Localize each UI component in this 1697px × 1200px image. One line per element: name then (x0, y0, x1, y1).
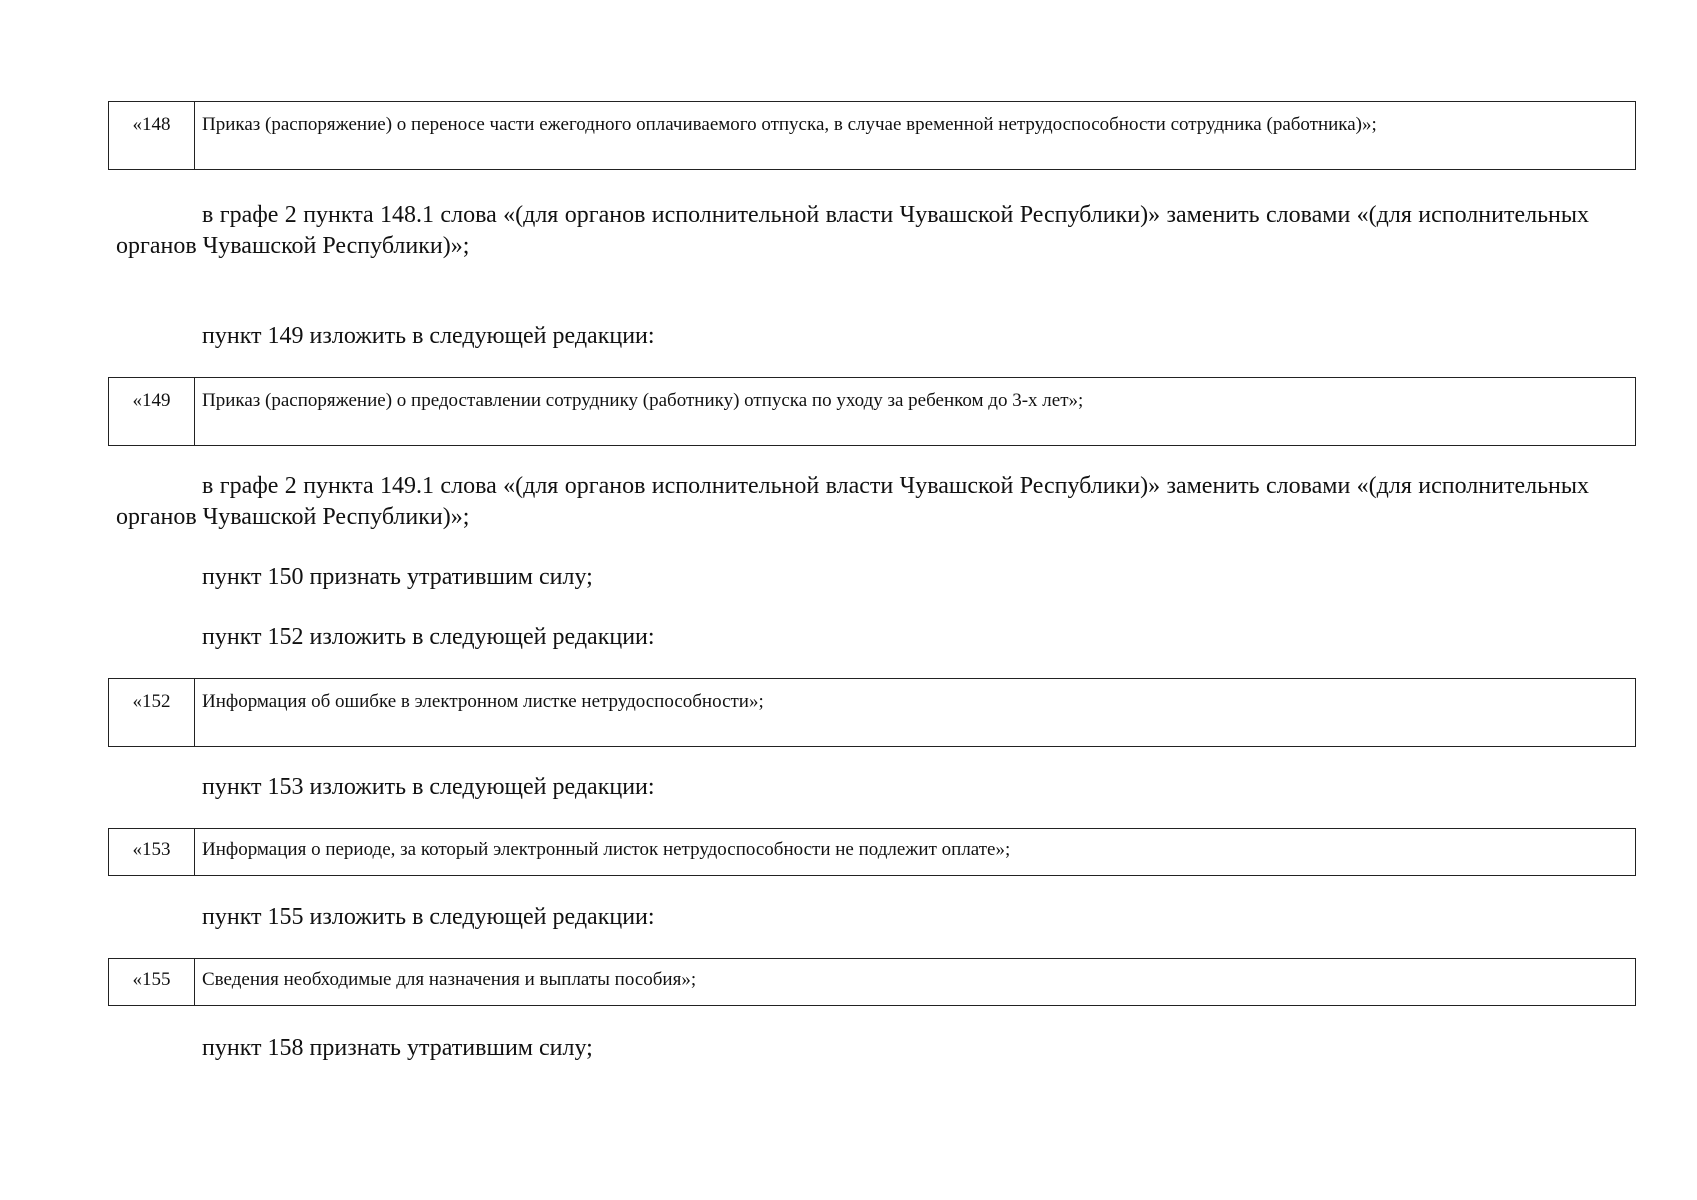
paragraph-158: пункт 158 признать утратившим силу; (202, 1035, 593, 1061)
table-row-152 (108, 678, 1636, 747)
row-text: Сведения необходимые для назначения и выплаты пособия»; (202, 969, 697, 990)
paragraph-149-1: в графе 2 пункта 149.1 слова «(для органов исполнительной власти Чувашской Республики)» заменить словами «(для исполнительных органов Чувашской Республики)»; (116, 473, 1589, 530)
row-number: «149 (109, 378, 195, 445)
row-number: «152 (109, 679, 195, 746)
paragraph-155-intro: пункт 155 изложить в следующей редакции: (202, 904, 655, 930)
table-row-148 (108, 101, 1636, 170)
row-text: Приказ (распоряжение) о предоставлении сотруднику (работнику) отпуска по уходу за ребенком до 3-х лет»; (202, 390, 1084, 411)
row-text: Информация об ошибке в электронном листке нетрудоспособности»; (202, 691, 764, 712)
paragraph-152-intro: пункт 152 изложить в следующей редакции: (202, 624, 655, 650)
row-text: Приказ (распоряжение) о переносе части ежегодного оплачиваемого отпуска, в случае временной нетрудоспособности сотрудника (работника)»; (202, 114, 1377, 135)
paragraph-148-1: в графе 2 пункта 148.1 слова «(для органов исполнительной власти Чувашской Республики)» заменить словами «(для исполнительных органов Чувашской Республики)»; (116, 202, 1589, 259)
row-number: «148 (109, 102, 195, 169)
table-row-155 (108, 958, 1636, 1006)
row-number: «155 (109, 959, 195, 1005)
paragraph-149-intro: пункт 149 изложить в следующей редакции: (202, 323, 655, 349)
paragraph-153-intro: пункт 153 изложить в следующей редакции: (202, 774, 655, 800)
table-row-149 (108, 377, 1636, 446)
table-row-153 (108, 828, 1636, 876)
row-number: «153 (109, 829, 195, 875)
paragraph-150: пункт 150 признать утратившим силу; (202, 564, 593, 590)
row-text: Информация о периоде, за который электронный листок нетрудоспособности не подлежит оплате»; (202, 839, 1011, 860)
